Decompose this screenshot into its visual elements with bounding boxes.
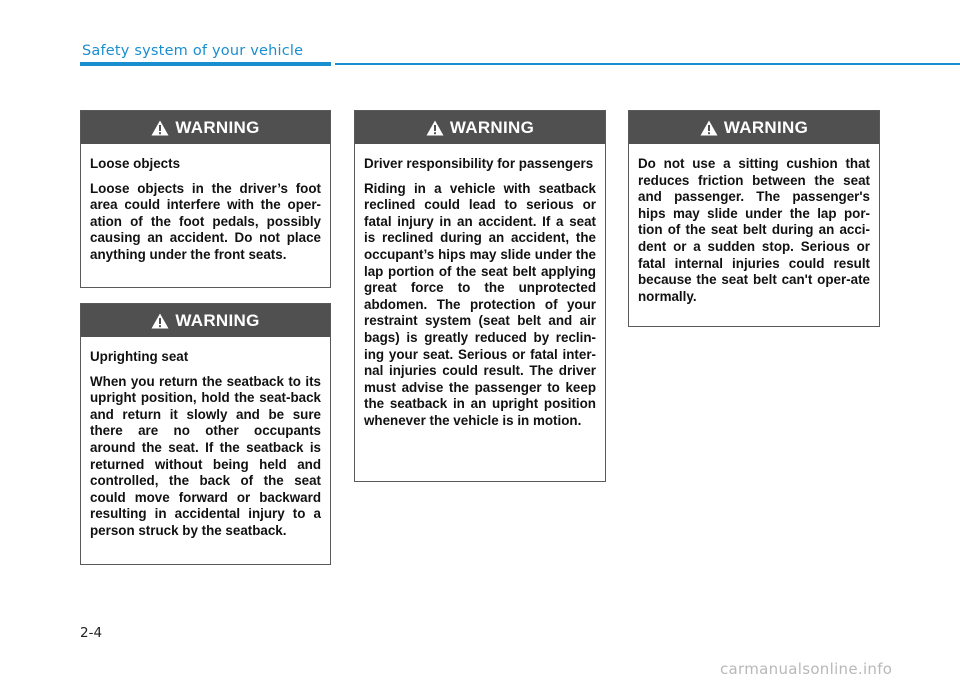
warning-body [81,144,330,272]
page-number: 2-4 [80,625,103,641]
warning-body [629,144,879,313]
warning-header [355,111,605,144]
warning-triangle-icon [151,120,169,136]
warning-text: When you return the seatback to its upright position, hold the seat-back and return it slowly and be sure there are no other occupants around the seat. If the seatback is returned without being held and controlled, the back of the seat could move forward or backward resulting in accidental injury to a person struck by the seatback. [90,373,321,538]
warning-text: Riding in a vehicle with seatback reclined could lead to serious or fatal injury in an accident. If a seat is reclined during an accident, the occupant’s hips may slide under the lap portion of the seat belt applying great force to the unprotected abdomen. The protection of your restraint system (seat belt and air bags) is greatly reduced by reclin-ing your seat. Serious or fatal inter-nal injuries could result. The driver must advise the passenger to keep the seatback in an upright position whenever the vehicle is in motion. [364,180,596,428]
warning-triangle-icon [700,120,718,136]
warning-box-uprighting-seat [80,303,331,565]
warning-label: WARNING [449,117,535,137]
warning-triangle-icon [426,120,444,136]
warning-box-driver-responsibility [354,110,606,482]
header-rule-thin [335,63,960,65]
warning-body [81,337,330,548]
warning-text: Do not use a sitting cushion that reduces friction between the seat and passenger. The passenger's hips may slide under the lap por-tion of the seat belt during an acci-dent or a sudden stop. Serious or fatal internal injuries could result because the seat belt can't oper-ate normally. [638,156,870,304]
warning-text: Loose objects in the driver’s foot area could interfere with the oper-ation of the foot pedals, possibly causing an accident. Do not place anything under the front seats. [90,180,321,262]
warning-label: WARNING [175,310,260,330]
section-title: Safety system of your vehicle [82,43,304,59]
warning-header [629,111,879,144]
warning-box-loose-objects [80,110,331,288]
header-rule-thick [80,62,331,66]
warning-header [81,304,330,337]
warning-label: WARNING [175,117,260,137]
warning-heading: Driver responsibility for passengers [364,156,594,171]
watermark: carmanualsonline.info [720,660,893,678]
warning-label: WARNING [723,117,809,137]
warning-body [355,144,605,438]
warning-box-sitting-cushion [628,110,880,327]
warning-heading: Loose objects [90,156,181,171]
warning-triangle-icon [151,313,169,329]
warning-heading: Uprighting seat [90,349,189,364]
warning-header [81,111,330,144]
